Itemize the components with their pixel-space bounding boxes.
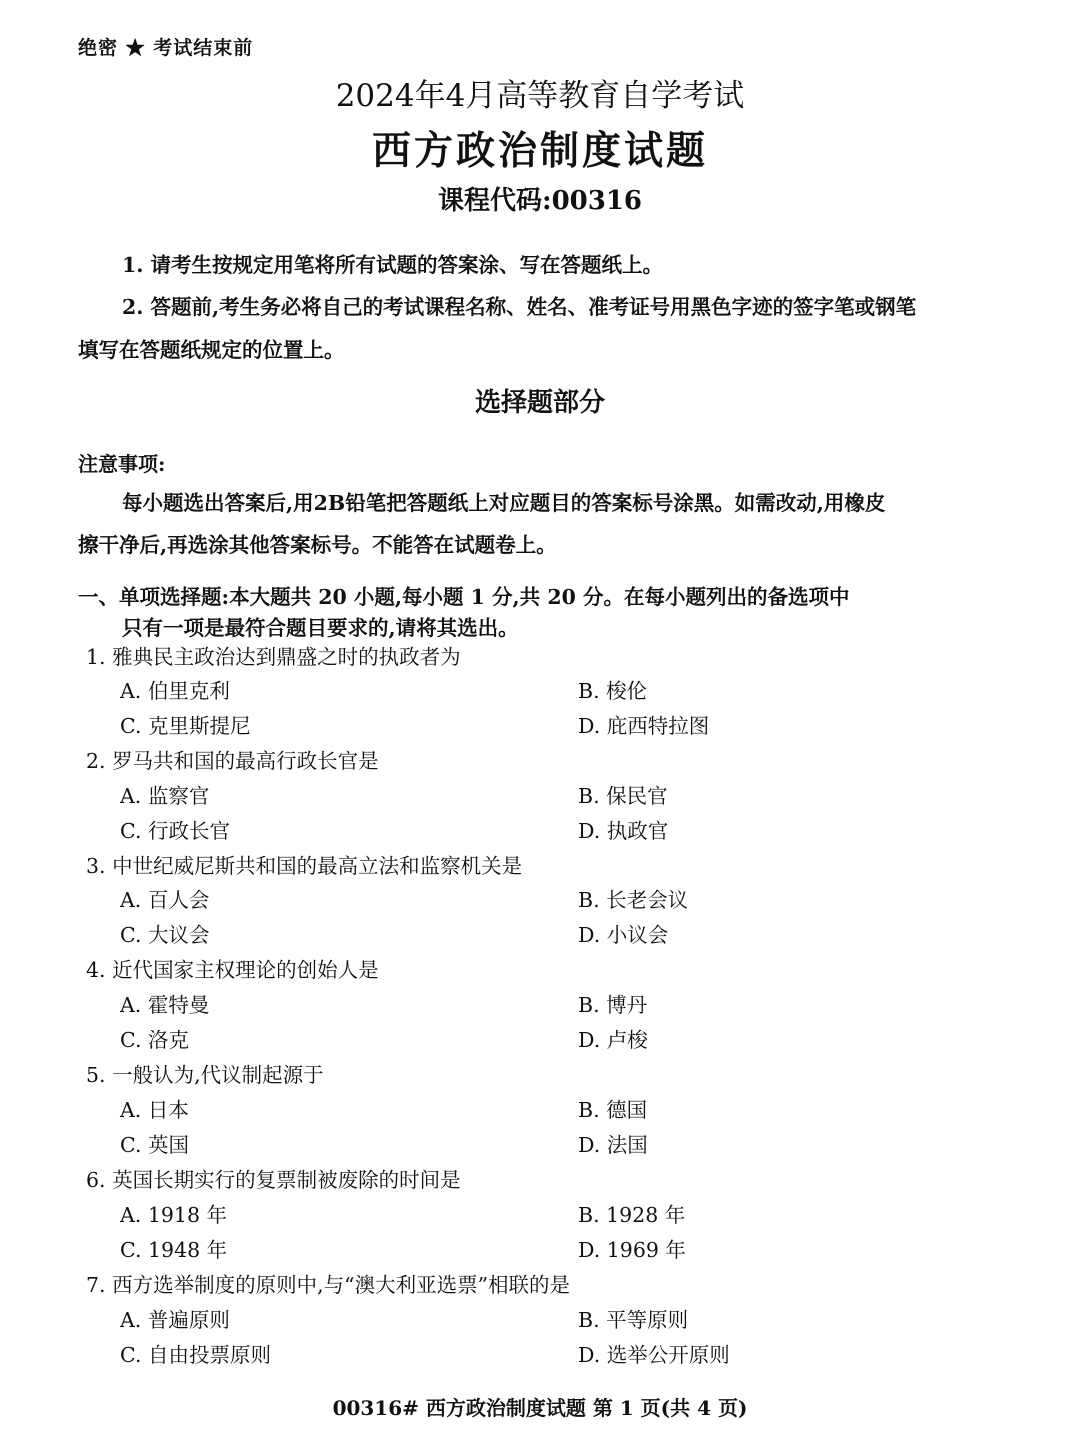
option-b: B. 博丹: [578, 993, 648, 1017]
question-stem: 6. 英国长期实行的复票制被废除的时间是: [86, 1168, 461, 1192]
course-code: 课程代码:00316: [437, 186, 643, 216]
notes-line-2: 擦干净后,再选涂其他答案标号。不能答在试题卷上。: [78, 533, 557, 557]
question-stem: 7. 西方选举制度的原则中,与“澳大利亚选票”相联的是: [86, 1273, 571, 1297]
option-d: D. 1969 年: [578, 1238, 686, 1262]
page-footer: 00316# 西方政治制度试题 第 1 页(共 4 页): [332, 1396, 748, 1420]
option-d: D. 执政官: [578, 819, 669, 843]
option-b: B. 梭伦: [578, 679, 648, 703]
option-a: A. 监察官: [120, 784, 210, 808]
option-a: A. 普遍原则: [120, 1308, 230, 1332]
option-a: A. 1918 年: [120, 1203, 228, 1227]
option-a: A. 霍特曼: [120, 993, 210, 1017]
option-b: B. 1928 年: [578, 1203, 686, 1227]
part-heading: 选择题部分: [474, 388, 605, 418]
option-a: A. 伯里克利: [120, 679, 230, 703]
option-c: C. 行政长官: [120, 819, 230, 843]
instruction-2-line-1: 2. 答题前,考生务必将自己的考试课程名称、姓名、准考证号用黑色字迹的签字笔或钢笔: [122, 295, 917, 319]
question-stem: 1. 雅典民主政治达到鼎盛之时的执政者为: [86, 645, 461, 669]
option-b: B. 德国: [578, 1098, 648, 1122]
question-stem: 5. 一般认为,代议制起源于: [86, 1063, 324, 1087]
option-d: D. 法国: [578, 1133, 648, 1157]
option-a: A. 日本: [120, 1098, 189, 1122]
option-b: B. 保民官: [578, 784, 668, 808]
exam-title: 2024年4月高等教育自学考试: [335, 78, 745, 114]
option-b: B. 长老会议: [578, 888, 689, 912]
confidential-label: 绝密 ★ 考试结束前: [78, 37, 254, 59]
option-c: C. 英国: [120, 1133, 189, 1157]
option-c: C. 自由投票原则: [120, 1343, 271, 1367]
section-heading-line-1: 一、单项选择题:本大题共 20 小题,每小题 1 分,共 20 分。在每小题列出的备选项中: [78, 585, 850, 609]
option-d: D. 选举公开原则: [578, 1343, 730, 1367]
option-d: D. 小议会: [578, 923, 669, 947]
subject-title: 西方政治制度试题: [371, 128, 708, 174]
option-c: C. 克里斯提尼: [120, 714, 251, 738]
instruction-2-line-2: 填写在答题纸规定的位置上。: [78, 338, 345, 362]
option-c: C. 大议会: [120, 923, 210, 947]
question-stem: 3. 中世纪威尼斯共和国的最高立法和监察机关是: [86, 854, 523, 878]
option-c: C. 洛克: [120, 1028, 189, 1052]
option-b: B. 平等原则: [578, 1308, 689, 1332]
notes-line-1: 每小题选出答案后,用2B铅笔把答题纸上对应题目的答案标号涂黑。如需改动,用橡皮: [122, 491, 886, 515]
section-heading-line-2: 只有一项是最符合题目要求的,请将其选出。: [122, 616, 519, 640]
option-c: C. 1948 年: [120, 1238, 228, 1262]
instruction-1: 1. 请考生按规定用笔将所有试题的答案涂、写在答题纸上。: [122, 253, 664, 277]
option-d: D. 庇西特拉图: [578, 714, 710, 738]
option-a: A. 百人会: [120, 888, 210, 912]
notes-label: 注意事项:: [78, 452, 166, 476]
question-stem: 4. 近代国家主权理论的创始人是: [86, 958, 379, 982]
question-stem: 2. 罗马共和国的最高行政长官是: [86, 749, 379, 773]
option-d: D. 卢梭: [578, 1028, 648, 1052]
